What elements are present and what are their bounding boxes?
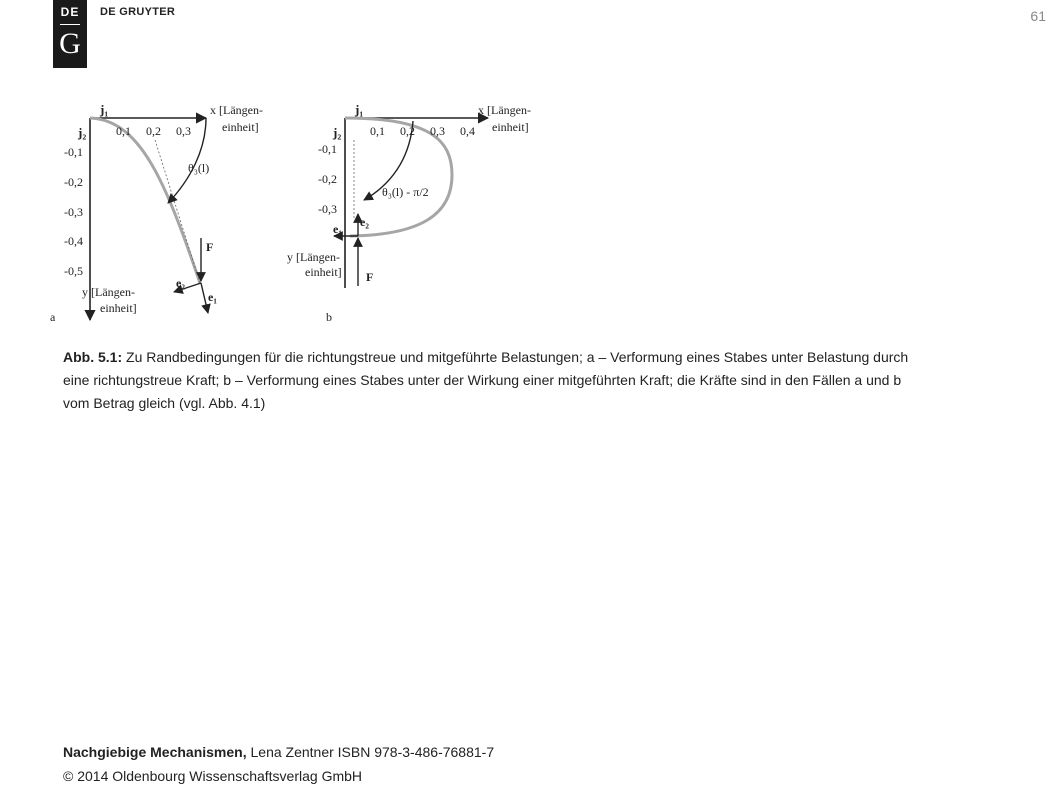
j2-label-a: j₂	[78, 125, 87, 140]
publisher-name: DE GRUYTER	[100, 6, 176, 18]
force-label-b: F	[366, 270, 374, 284]
x-tick-b: 0,4	[460, 124, 475, 138]
y-tick-a: -0,4	[64, 234, 83, 248]
footer-copyright: © 2014 Oldenbourg Wissenschaftsverlag GmbH	[63, 768, 363, 784]
e2-label-b: e₂	[360, 215, 369, 229]
y-tick-a: -0,1	[64, 145, 83, 159]
y-tick-b: -0,3	[318, 202, 337, 216]
y-axis-label-a-line1: y [Längen-	[82, 285, 135, 299]
y-tick-a: -0,2	[64, 175, 83, 189]
footer-book-line	[63, 740, 494, 764]
e1-arrow-a	[201, 283, 208, 313]
page-number: 61	[1030, 8, 1046, 24]
angle-label-a: θ₃(l)	[188, 161, 210, 175]
x-tick-a: 0,2	[146, 124, 161, 138]
page-footer	[63, 740, 494, 788]
y-tick-a: -0,3	[64, 205, 83, 219]
panel-label-a: a	[50, 310, 56, 324]
x-tick-a: 0,1	[116, 124, 131, 138]
x-tick-b: 0,3	[430, 124, 445, 138]
j1-label-a: j₁	[100, 102, 109, 117]
y-axis-label-b-line1: y [Längen-	[287, 250, 340, 264]
x-tick-a: 0,3	[176, 124, 191, 138]
x-axis-label-b-line1: x [Längen-	[478, 103, 531, 117]
panel-label-b: b	[326, 310, 332, 324]
figure-caption	[63, 346, 923, 415]
y-axis-label-b-line2: einheit]	[305, 265, 342, 279]
figure-panel-b	[287, 102, 531, 324]
x-axis-label-a-line1: x [Längen-	[210, 103, 263, 117]
footer-book-title: Nachgiebige Mechanismen,	[63, 744, 247, 760]
e2-label-a: e₂	[176, 276, 185, 290]
y-tick-b: -0,1	[318, 142, 337, 156]
figure-panel-a	[50, 102, 263, 324]
caption-label: Abb. 5.1:	[63, 349, 123, 365]
y-axis-label-a-line2: einheit]	[100, 301, 137, 315]
j1-label-b: j₁	[355, 102, 364, 117]
footer-book-info: Lena Zentner ISBN 978-3-486-76881-7	[246, 744, 495, 760]
logo-de-text: DE	[60, 5, 80, 19]
angle-label-b: θ₃(l) - π/2	[382, 185, 429, 199]
caption-text: Zu Randbedingungen für die richtungstreue und mitgeführte Belastungen; a – Verformung eines Stabes unter Belastung durch eine richtungstreue Kraft; b – Verformung eines Stabes unter der Wirkung einer mitgeführten Kraft; die Kräfte sind in den Fällen a und b vom Betrag gleich (vgl. Abb. 4.1)	[63, 349, 909, 411]
force-label-a: F	[206, 240, 214, 254]
x-axis-label-a-line2: einheit]	[222, 120, 259, 134]
logo-g-text: G	[59, 27, 81, 60]
e1-label-a: e₁	[208, 290, 217, 304]
j2-label-b: j₂	[333, 125, 342, 140]
y-tick-a: -0,5	[64, 264, 83, 278]
e1-label-b: e₁	[333, 222, 342, 236]
x-axis-label-b-line2: einheit]	[492, 120, 529, 134]
y-tick-b: -0,2	[318, 172, 337, 186]
figure-5-1	[0, 0, 1058, 340]
x-tick-b: 0,1	[370, 124, 385, 138]
deflection-curve-a	[90, 118, 200, 283]
x-tick-b: 0,2	[400, 124, 415, 138]
